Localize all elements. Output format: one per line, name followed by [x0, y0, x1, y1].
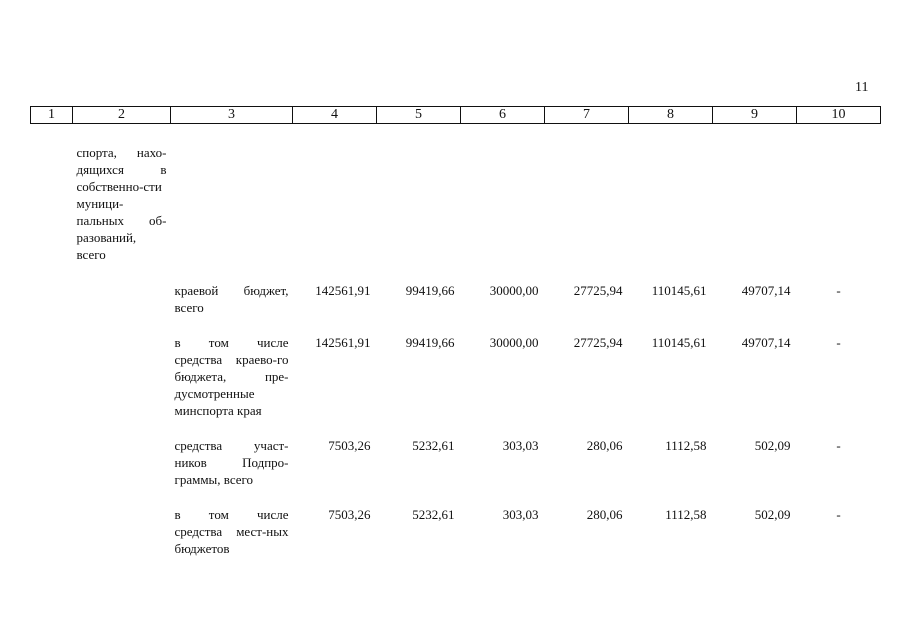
- value-col10: -: [836, 283, 841, 298]
- value-col9: 502,09: [754, 438, 791, 453]
- value-col5: 99419,66: [405, 283, 455, 298]
- cell-col1: [31, 419, 73, 488]
- column-number-10: 10: [797, 107, 881, 124]
- value-col4: 142561,91: [315, 335, 371, 350]
- table-row: [31, 419, 881, 488]
- value-col8: [629, 124, 713, 265]
- value-col5: 99419,66: [405, 335, 455, 350]
- table-row: [31, 124, 881, 265]
- column-number-7: 7: [545, 107, 629, 124]
- value-col6: [461, 124, 545, 265]
- column-number-6: 6: [461, 107, 545, 124]
- row-source: в том числе средства мест-ных бюджетов: [174, 507, 289, 556]
- value-col8: 1112,58: [665, 438, 707, 453]
- value-col6: 303,03: [502, 507, 539, 522]
- cell-col2: [73, 488, 171, 557]
- value-col4: [293, 124, 377, 265]
- table-row: [31, 488, 881, 557]
- value-col10: -: [836, 335, 841, 350]
- row-source: средства участ-ников Подпро-граммы, всего: [174, 438, 289, 487]
- column-number-row: [31, 107, 881, 124]
- value-col7: 27725,94: [573, 335, 623, 350]
- value-col5: 5232,61: [412, 438, 455, 453]
- budget-table: [30, 106, 881, 557]
- value-col9: 502,09: [754, 507, 791, 522]
- cell-col1: [31, 264, 73, 316]
- column-number-4: 4: [293, 107, 377, 124]
- value-col7: [545, 124, 629, 265]
- value-col8: 1112,58: [665, 507, 707, 522]
- value-col4: 7503,26: [328, 438, 371, 453]
- value-col4: 142561,91: [315, 283, 371, 298]
- value-col6: 30000,00: [489, 335, 539, 350]
- cell-col2: [73, 264, 171, 316]
- value-col5: [377, 124, 461, 265]
- value-col8: 110145,61: [651, 283, 707, 298]
- value-col10: -: [836, 438, 841, 453]
- value-col9: [713, 124, 797, 265]
- cell-col1: [31, 124, 73, 265]
- table-row: [31, 264, 881, 316]
- value-col8: 110145,61: [651, 335, 707, 350]
- value-col7: 280,06: [586, 507, 623, 522]
- column-number-3: 3: [171, 107, 293, 124]
- value-col6: 30000,00: [489, 283, 539, 298]
- value-col4: 7503,26: [328, 507, 371, 522]
- value-col7: 27725,94: [573, 283, 623, 298]
- column-number-9: 9: [713, 107, 797, 124]
- page-number: 11: [855, 80, 869, 95]
- column-number-8: 8: [629, 107, 713, 124]
- value-col7: 280,06: [586, 438, 623, 453]
- cell-col2: [73, 419, 171, 488]
- cell-col1: [31, 488, 73, 557]
- row-source: [171, 124, 293, 265]
- row-source: краевой бюджет, всего: [174, 283, 289, 315]
- row-title: [73, 124, 171, 265]
- row-title-text: спорта, нахо-дящихся в собственно-сти муници-пальных об-разований, всего: [76, 145, 167, 262]
- table-row: [31, 316, 881, 419]
- value-col9: 49707,14: [741, 335, 791, 350]
- column-number-2: 2: [73, 107, 171, 124]
- value-col10: [797, 124, 881, 265]
- cell-col2: [73, 316, 171, 419]
- column-number-5: 5: [377, 107, 461, 124]
- value-col9: 49707,14: [741, 283, 791, 298]
- row-source: в том числе средства краево-го бюджета, пре-дусмотренные минспорта края: [174, 335, 289, 418]
- column-number-1: 1: [31, 107, 73, 124]
- value-col5: 5232,61: [412, 507, 455, 522]
- value-col10: -: [836, 507, 841, 522]
- value-col6: 303,03: [502, 438, 539, 453]
- cell-col1: [31, 316, 73, 419]
